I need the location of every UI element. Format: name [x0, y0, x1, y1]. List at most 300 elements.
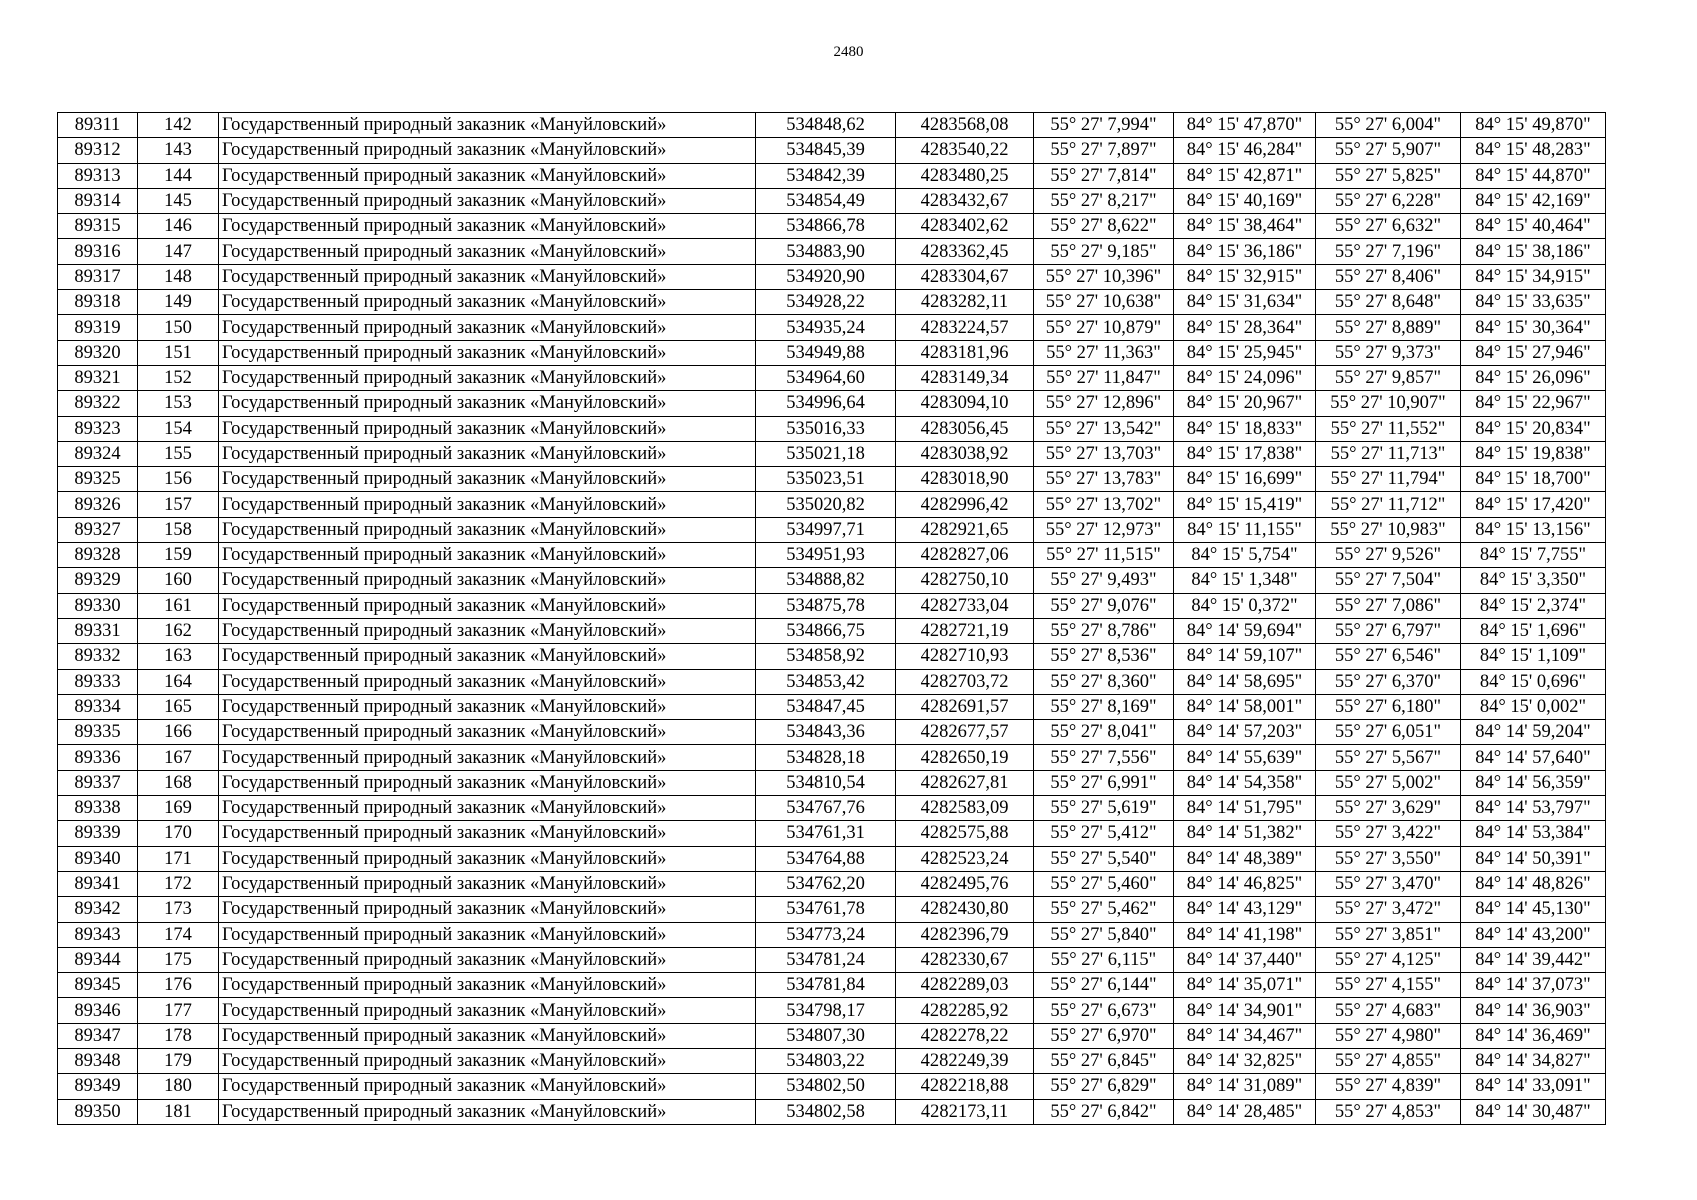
y-coordinate-cell: 4282703,72 — [896, 669, 1034, 694]
longitude-1-cell: 84° 14' 48,389" — [1174, 846, 1316, 871]
latitude-1-cell: 55° 27' 10,396" — [1034, 264, 1174, 289]
x-coordinate-cell: 535023,51 — [756, 467, 896, 492]
longitude-1-cell: 84° 14' 35,071" — [1174, 973, 1316, 998]
x-coordinate-cell: 534964,60 — [756, 365, 896, 390]
record-id-cell: 89349 — [58, 1074, 138, 1099]
table-row — [58, 669, 1606, 694]
zone-name-cell: Государственный природный заказник «Мануйловский» — [219, 315, 756, 340]
latitude-1-cell: 55° 27' 5,412" — [1034, 821, 1174, 846]
zone-name-cell: Государственный природный заказник «Мануйловский» — [219, 897, 756, 922]
latitude-1-cell: 55° 27' 13,783" — [1034, 467, 1174, 492]
record-id-cell: 89330 — [58, 593, 138, 618]
longitude-2-cell: 84° 15' 17,420" — [1461, 492, 1606, 517]
y-coordinate-cell: 4283540,22 — [896, 138, 1034, 163]
table-row — [58, 467, 1606, 492]
latitude-1-cell: 55° 27' 10,879" — [1034, 315, 1174, 340]
table-row — [58, 644, 1606, 669]
longitude-1-cell: 84° 15' 15,419" — [1174, 492, 1316, 517]
y-coordinate-cell: 4282921,65 — [896, 517, 1034, 542]
record-id-cell: 89312 — [58, 138, 138, 163]
latitude-2-cell: 55° 27' 6,004" — [1316, 113, 1461, 138]
latitude-2-cell: 55° 27' 11,712" — [1316, 492, 1461, 517]
x-coordinate-cell: 534828,18 — [756, 745, 896, 770]
latitude-2-cell: 55° 27' 6,180" — [1316, 694, 1461, 719]
y-coordinate-cell: 4282583,09 — [896, 796, 1034, 821]
latitude-1-cell: 55° 27' 8,041" — [1034, 720, 1174, 745]
record-id-cell: 89342 — [58, 897, 138, 922]
longitude-1-cell: 84° 15' 36,186" — [1174, 239, 1316, 264]
y-coordinate-cell: 4282996,42 — [896, 492, 1034, 517]
zone-name-cell: Государственный природный заказник «Мануйловский» — [219, 720, 756, 745]
table-row — [58, 973, 1606, 998]
longitude-1-cell: 84° 14' 57,203" — [1174, 720, 1316, 745]
y-coordinate-cell: 4282173,11 — [896, 1099, 1034, 1124]
y-coordinate-cell: 4283480,25 — [896, 163, 1034, 188]
record-id-cell: 89334 — [58, 694, 138, 719]
zone-name-cell: Государственный природный заказник «Мануйловский» — [219, 821, 756, 846]
longitude-2-cell: 84° 15' 1,696" — [1461, 618, 1606, 643]
longitude-1-cell: 84° 14' 34,901" — [1174, 998, 1316, 1023]
table-row — [58, 239, 1606, 264]
latitude-1-cell: 55° 27' 12,896" — [1034, 391, 1174, 416]
zone-name-cell: Государственный природный заказник «Мануйловский» — [219, 113, 756, 138]
x-coordinate-cell: 534848,62 — [756, 113, 896, 138]
longitude-1-cell: 84° 14' 59,107" — [1174, 644, 1316, 669]
latitude-2-cell: 55° 27' 4,683" — [1316, 998, 1461, 1023]
longitude-1-cell: 84° 14' 59,694" — [1174, 618, 1316, 643]
y-coordinate-cell: 4282627,81 — [896, 770, 1034, 795]
table-row — [58, 947, 1606, 972]
y-coordinate-cell: 4283094,10 — [896, 391, 1034, 416]
record-id-cell: 89322 — [58, 391, 138, 416]
table-row — [58, 821, 1606, 846]
y-coordinate-cell: 4282285,92 — [896, 998, 1034, 1023]
y-coordinate-cell: 4282330,67 — [896, 947, 1034, 972]
longitude-1-cell: 84° 15' 40,169" — [1174, 188, 1316, 213]
latitude-1-cell: 55° 27' 6,842" — [1034, 1099, 1174, 1124]
latitude-2-cell: 55° 27' 11,794" — [1316, 467, 1461, 492]
point-number-cell: 166 — [138, 720, 219, 745]
zone-name-cell: Государственный природный заказник «Мануйловский» — [219, 492, 756, 517]
x-coordinate-cell: 534762,20 — [756, 871, 896, 896]
longitude-1-cell: 84° 15' 25,945" — [1174, 340, 1316, 365]
record-id-cell: 89315 — [58, 214, 138, 239]
point-number-cell: 180 — [138, 1074, 219, 1099]
y-coordinate-cell: 4282677,57 — [896, 720, 1034, 745]
zone-name-cell: Государственный природный заказник «Мануйловский» — [219, 644, 756, 669]
zone-name-cell: Государственный природный заказник «Мануйловский» — [219, 745, 756, 770]
y-coordinate-cell: 4282721,19 — [896, 618, 1034, 643]
y-coordinate-cell: 4282289,03 — [896, 973, 1034, 998]
longitude-2-cell: 84° 14' 50,391" — [1461, 846, 1606, 871]
point-number-cell: 164 — [138, 669, 219, 694]
longitude-1-cell: 84° 15' 20,967" — [1174, 391, 1316, 416]
table-row — [58, 264, 1606, 289]
x-coordinate-cell: 534845,39 — [756, 138, 896, 163]
longitude-2-cell: 84° 15' 13,156" — [1461, 517, 1606, 542]
zone-name-cell: Государственный природный заказник «Мануйловский» — [219, 239, 756, 264]
table-row — [58, 290, 1606, 315]
point-number-cell: 144 — [138, 163, 219, 188]
longitude-2-cell: 84° 15' 7,755" — [1461, 543, 1606, 568]
x-coordinate-cell: 534866,75 — [756, 618, 896, 643]
zone-name-cell: Государственный природный заказник «Мануйловский» — [219, 543, 756, 568]
longitude-1-cell: 84° 15' 42,871" — [1174, 163, 1316, 188]
zone-name-cell: Государственный природный заказник «Мануйловский» — [219, 163, 756, 188]
x-coordinate-cell: 534854,49 — [756, 188, 896, 213]
y-coordinate-cell: 4283362,45 — [896, 239, 1034, 264]
table-row — [58, 618, 1606, 643]
latitude-2-cell: 55° 27' 4,155" — [1316, 973, 1461, 998]
table-row — [58, 163, 1606, 188]
latitude-2-cell: 55° 27' 6,228" — [1316, 188, 1461, 213]
point-number-cell: 153 — [138, 391, 219, 416]
longitude-1-cell: 84° 14' 41,198" — [1174, 922, 1316, 947]
latitude-1-cell: 55° 27' 9,185" — [1034, 239, 1174, 264]
x-coordinate-cell: 534997,71 — [756, 517, 896, 542]
y-coordinate-cell: 4283402,62 — [896, 214, 1034, 239]
table-row — [58, 922, 1606, 947]
longitude-1-cell: 84° 15' 18,833" — [1174, 416, 1316, 441]
latitude-2-cell: 55° 27' 10,907" — [1316, 391, 1461, 416]
point-number-cell: 165 — [138, 694, 219, 719]
latitude-2-cell: 55° 27' 3,470" — [1316, 871, 1461, 896]
record-id-cell: 89340 — [58, 846, 138, 871]
longitude-1-cell: 84° 14' 43,129" — [1174, 897, 1316, 922]
y-coordinate-cell: 4282495,76 — [896, 871, 1034, 896]
latitude-2-cell: 55° 27' 5,567" — [1316, 745, 1461, 770]
zone-name-cell: Государственный природный заказник «Мануйловский» — [219, 846, 756, 871]
y-coordinate-cell: 4283181,96 — [896, 340, 1034, 365]
longitude-1-cell: 84° 15' 28,364" — [1174, 315, 1316, 340]
record-id-cell: 89328 — [58, 543, 138, 568]
y-coordinate-cell: 4282396,79 — [896, 922, 1034, 947]
latitude-2-cell: 55° 27' 7,196" — [1316, 239, 1461, 264]
latitude-2-cell: 55° 27' 4,980" — [1316, 1023, 1461, 1048]
y-coordinate-cell: 4282278,22 — [896, 1023, 1034, 1048]
x-coordinate-cell: 534781,24 — [756, 947, 896, 972]
latitude-1-cell: 55° 27' 12,973" — [1034, 517, 1174, 542]
record-id-cell: 89324 — [58, 441, 138, 466]
longitude-1-cell: 84° 15' 32,915" — [1174, 264, 1316, 289]
table-row — [58, 492, 1606, 517]
zone-name-cell: Государственный природный заказник «Мануйловский» — [219, 871, 756, 896]
x-coordinate-cell: 534798,17 — [756, 998, 896, 1023]
zone-name-cell: Государственный природный заказник «Мануйловский» — [219, 290, 756, 315]
longitude-1-cell: 84° 15' 16,699" — [1174, 467, 1316, 492]
x-coordinate-cell: 534810,54 — [756, 770, 896, 795]
zone-name-cell: Государственный природный заказник «Мануйловский» — [219, 214, 756, 239]
longitude-2-cell: 84° 14' 45,130" — [1461, 897, 1606, 922]
y-coordinate-cell: 4282430,80 — [896, 897, 1034, 922]
latitude-1-cell: 55° 27' 6,144" — [1034, 973, 1174, 998]
zone-name-cell: Государственный природный заказник «Мануйловский» — [219, 593, 756, 618]
latitude-1-cell: 55° 27' 11,847" — [1034, 365, 1174, 390]
record-id-cell: 89332 — [58, 644, 138, 669]
latitude-1-cell: 55° 27' 9,076" — [1034, 593, 1174, 618]
record-id-cell: 89327 — [58, 517, 138, 542]
longitude-2-cell: 84° 15' 30,364" — [1461, 315, 1606, 340]
longitude-2-cell: 84° 15' 27,946" — [1461, 340, 1606, 365]
latitude-1-cell: 55° 27' 6,673" — [1034, 998, 1174, 1023]
longitude-2-cell: 84° 15' 3,350" — [1461, 568, 1606, 593]
latitude-1-cell: 55° 27' 13,703" — [1034, 441, 1174, 466]
longitude-2-cell: 84° 15' 20,834" — [1461, 416, 1606, 441]
record-id-cell: 89333 — [58, 669, 138, 694]
table-row — [58, 340, 1606, 365]
zone-name-cell: Государственный природный заказник «Мануйловский» — [219, 998, 756, 1023]
point-number-cell: 157 — [138, 492, 219, 517]
latitude-1-cell: 55° 27' 8,786" — [1034, 618, 1174, 643]
latitude-2-cell: 55° 27' 9,526" — [1316, 543, 1461, 568]
latitude-1-cell: 55° 27' 7,556" — [1034, 745, 1174, 770]
y-coordinate-cell: 4283056,45 — [896, 416, 1034, 441]
point-number-cell: 168 — [138, 770, 219, 795]
y-coordinate-cell: 4283038,92 — [896, 441, 1034, 466]
point-number-cell: 178 — [138, 1023, 219, 1048]
latitude-1-cell: 55° 27' 7,814" — [1034, 163, 1174, 188]
y-coordinate-cell: 4282691,57 — [896, 694, 1034, 719]
x-coordinate-cell: 534996,64 — [756, 391, 896, 416]
latitude-2-cell: 55° 27' 4,855" — [1316, 1048, 1461, 1073]
point-number-cell: 158 — [138, 517, 219, 542]
point-number-cell: 170 — [138, 821, 219, 846]
latitude-1-cell: 55° 27' 5,460" — [1034, 871, 1174, 896]
table-row — [58, 796, 1606, 821]
table-row — [58, 188, 1606, 213]
latitude-2-cell: 55° 27' 10,983" — [1316, 517, 1461, 542]
point-number-cell: 161 — [138, 593, 219, 618]
longitude-2-cell: 84° 14' 39,442" — [1461, 947, 1606, 972]
longitude-2-cell: 84° 14' 36,903" — [1461, 998, 1606, 1023]
latitude-1-cell: 55° 27' 6,970" — [1034, 1023, 1174, 1048]
zone-name-cell: Государственный природный заказник «Мануйловский» — [219, 416, 756, 441]
record-id-cell: 89320 — [58, 340, 138, 365]
point-number-cell: 174 — [138, 922, 219, 947]
zone-name-cell: Государственный природный заказник «Мануйловский» — [219, 796, 756, 821]
latitude-2-cell: 55° 27' 4,125" — [1316, 947, 1461, 972]
longitude-1-cell: 84° 14' 34,467" — [1174, 1023, 1316, 1048]
y-coordinate-cell: 4282249,39 — [896, 1048, 1034, 1073]
latitude-2-cell: 55° 27' 5,825" — [1316, 163, 1461, 188]
table-row — [58, 871, 1606, 896]
record-id-cell: 89321 — [58, 365, 138, 390]
table-row — [58, 1099, 1606, 1124]
zone-name-cell: Государственный природный заказник «Мануйловский» — [219, 947, 756, 972]
longitude-2-cell: 84° 15' 33,635" — [1461, 290, 1606, 315]
longitude-1-cell: 84° 15' 47,870" — [1174, 113, 1316, 138]
longitude-2-cell: 84° 14' 59,204" — [1461, 720, 1606, 745]
latitude-2-cell: 55° 27' 6,797" — [1316, 618, 1461, 643]
longitude-2-cell: 84° 15' 1,109" — [1461, 644, 1606, 669]
latitude-1-cell: 55° 27' 13,702" — [1034, 492, 1174, 517]
longitude-2-cell: 84° 14' 48,826" — [1461, 871, 1606, 896]
x-coordinate-cell: 534858,92 — [756, 644, 896, 669]
latitude-2-cell: 55° 27' 9,373" — [1316, 340, 1461, 365]
x-coordinate-cell: 534773,24 — [756, 922, 896, 947]
point-number-cell: 145 — [138, 188, 219, 213]
x-coordinate-cell: 534843,36 — [756, 720, 896, 745]
point-number-cell: 155 — [138, 441, 219, 466]
x-coordinate-cell: 534802,58 — [756, 1099, 896, 1124]
zone-name-cell: Государственный природный заказник «Мануйловский» — [219, 694, 756, 719]
latitude-1-cell: 55° 27' 11,515" — [1034, 543, 1174, 568]
zone-name-cell: Государственный природный заказник «Мануйловский» — [219, 188, 756, 213]
y-coordinate-cell: 4282710,93 — [896, 644, 1034, 669]
latitude-1-cell: 55° 27' 9,493" — [1034, 568, 1174, 593]
table-row — [58, 694, 1606, 719]
y-coordinate-cell: 4283568,08 — [896, 113, 1034, 138]
y-coordinate-cell: 4283018,90 — [896, 467, 1034, 492]
zone-name-cell: Государственный природный заказник «Мануйловский» — [219, 391, 756, 416]
point-number-cell: 171 — [138, 846, 219, 871]
longitude-1-cell: 84° 14' 51,382" — [1174, 821, 1316, 846]
point-number-cell: 181 — [138, 1099, 219, 1124]
record-id-cell: 89331 — [58, 618, 138, 643]
latitude-2-cell: 55° 27' 11,552" — [1316, 416, 1461, 441]
table-row — [58, 543, 1606, 568]
latitude-1-cell: 55° 27' 7,994" — [1034, 113, 1174, 138]
point-number-cell: 150 — [138, 315, 219, 340]
table-row — [58, 770, 1606, 795]
latitude-2-cell: 55° 27' 3,550" — [1316, 846, 1461, 871]
y-coordinate-cell: 4283282,11 — [896, 290, 1034, 315]
latitude-2-cell: 55° 27' 4,853" — [1316, 1099, 1461, 1124]
point-number-cell: 147 — [138, 239, 219, 264]
record-id-cell: 89348 — [58, 1048, 138, 1073]
record-id-cell: 89345 — [58, 973, 138, 998]
zone-name-cell: Государственный природный заказник «Мануйловский» — [219, 264, 756, 289]
longitude-1-cell: 84° 14' 58,695" — [1174, 669, 1316, 694]
table-row — [58, 138, 1606, 163]
latitude-1-cell: 55° 27' 5,619" — [1034, 796, 1174, 821]
longitude-1-cell: 84° 15' 11,155" — [1174, 517, 1316, 542]
point-number-cell: 149 — [138, 290, 219, 315]
table-row — [58, 593, 1606, 618]
longitude-1-cell: 84° 14' 46,825" — [1174, 871, 1316, 896]
record-id-cell: 89314 — [58, 188, 138, 213]
y-coordinate-cell: 4283224,57 — [896, 315, 1034, 340]
zone-name-cell: Государственный природный заказник «Мануйловский» — [219, 973, 756, 998]
longitude-1-cell: 84° 15' 17,838" — [1174, 441, 1316, 466]
longitude-2-cell: 84° 15' 26,096" — [1461, 365, 1606, 390]
latitude-2-cell: 55° 27' 7,086" — [1316, 593, 1461, 618]
y-coordinate-cell: 4282827,06 — [896, 543, 1034, 568]
point-number-cell: 175 — [138, 947, 219, 972]
y-coordinate-cell: 4282218,88 — [896, 1074, 1034, 1099]
longitude-2-cell: 84° 15' 40,464" — [1461, 214, 1606, 239]
x-coordinate-cell: 534781,84 — [756, 973, 896, 998]
longitude-1-cell: 84° 15' 46,284" — [1174, 138, 1316, 163]
longitude-2-cell: 84° 14' 37,073" — [1461, 973, 1606, 998]
table-row — [58, 897, 1606, 922]
longitude-1-cell: 84° 14' 51,795" — [1174, 796, 1316, 821]
longitude-2-cell: 84° 14' 56,359" — [1461, 770, 1606, 795]
x-coordinate-cell: 534802,50 — [756, 1074, 896, 1099]
zone-name-cell: Государственный природный заказник «Мануйловский» — [219, 1099, 756, 1124]
point-number-cell: 151 — [138, 340, 219, 365]
y-coordinate-cell: 4282750,10 — [896, 568, 1034, 593]
table-row — [58, 568, 1606, 593]
table-row — [58, 1023, 1606, 1048]
latitude-2-cell: 55° 27' 8,889" — [1316, 315, 1461, 340]
latitude-1-cell: 55° 27' 6,845" — [1034, 1048, 1174, 1073]
point-number-cell: 154 — [138, 416, 219, 441]
point-number-cell: 173 — [138, 897, 219, 922]
x-coordinate-cell: 534935,24 — [756, 315, 896, 340]
table-row — [58, 517, 1606, 542]
x-coordinate-cell: 535021,18 — [756, 441, 896, 466]
point-number-cell: 146 — [138, 214, 219, 239]
x-coordinate-cell: 535020,82 — [756, 492, 896, 517]
latitude-1-cell: 55° 27' 6,991" — [1034, 770, 1174, 795]
longitude-2-cell: 84° 15' 44,870" — [1461, 163, 1606, 188]
record-id-cell: 89344 — [58, 947, 138, 972]
x-coordinate-cell: 534853,42 — [756, 669, 896, 694]
record-id-cell: 89313 — [58, 163, 138, 188]
latitude-1-cell: 55° 27' 6,829" — [1034, 1074, 1174, 1099]
latitude-2-cell: 55° 27' 6,632" — [1316, 214, 1461, 239]
record-id-cell: 89341 — [58, 871, 138, 896]
latitude-1-cell: 55° 27' 8,169" — [1034, 694, 1174, 719]
x-coordinate-cell: 534866,78 — [756, 214, 896, 239]
longitude-1-cell: 84° 15' 5,754" — [1174, 543, 1316, 568]
longitude-2-cell: 84° 15' 0,696" — [1461, 669, 1606, 694]
x-coordinate-cell: 534764,88 — [756, 846, 896, 871]
record-id-cell: 89318 — [58, 290, 138, 315]
latitude-2-cell: 55° 27' 8,648" — [1316, 290, 1461, 315]
x-coordinate-cell: 534807,30 — [756, 1023, 896, 1048]
point-number-cell: 176 — [138, 973, 219, 998]
point-number-cell: 159 — [138, 543, 219, 568]
point-number-cell: 169 — [138, 796, 219, 821]
table-row — [58, 720, 1606, 745]
latitude-1-cell: 55° 27' 5,840" — [1034, 922, 1174, 947]
latitude-2-cell: 55° 27' 9,857" — [1316, 365, 1461, 390]
record-id-cell: 89346 — [58, 998, 138, 1023]
longitude-1-cell: 84° 14' 54,358" — [1174, 770, 1316, 795]
table-row — [58, 1074, 1606, 1099]
longitude-2-cell: 84° 15' 48,283" — [1461, 138, 1606, 163]
table-row — [58, 998, 1606, 1023]
latitude-2-cell: 55° 27' 8,406" — [1316, 264, 1461, 289]
coordinates-table — [57, 112, 1606, 1125]
latitude-2-cell: 55° 27' 3,422" — [1316, 821, 1461, 846]
y-coordinate-cell: 4283149,34 — [896, 365, 1034, 390]
latitude-2-cell: 55° 27' 3,629" — [1316, 796, 1461, 821]
longitude-1-cell: 84° 14' 32,825" — [1174, 1048, 1316, 1073]
longitude-2-cell: 84° 15' 22,967" — [1461, 391, 1606, 416]
record-id-cell: 89350 — [58, 1099, 138, 1124]
latitude-1-cell: 55° 27' 13,542" — [1034, 416, 1174, 441]
x-coordinate-cell: 534847,45 — [756, 694, 896, 719]
zone-name-cell: Государственный природный заказник «Мануйловский» — [219, 365, 756, 390]
record-id-cell: 89319 — [58, 315, 138, 340]
point-number-cell: 160 — [138, 568, 219, 593]
zone-name-cell: Государственный природный заказник «Мануйловский» — [219, 340, 756, 365]
record-id-cell: 89317 — [58, 264, 138, 289]
record-id-cell: 89339 — [58, 821, 138, 846]
latitude-1-cell: 55° 27' 10,638" — [1034, 290, 1174, 315]
x-coordinate-cell: 534803,22 — [756, 1048, 896, 1073]
longitude-2-cell: 84° 14' 36,469" — [1461, 1023, 1606, 1048]
latitude-2-cell: 55° 27' 3,851" — [1316, 922, 1461, 947]
table-row — [58, 416, 1606, 441]
table-row — [58, 214, 1606, 239]
record-id-cell: 89335 — [58, 720, 138, 745]
y-coordinate-cell: 4282575,88 — [896, 821, 1034, 846]
longitude-2-cell: 84° 15' 34,915" — [1461, 264, 1606, 289]
